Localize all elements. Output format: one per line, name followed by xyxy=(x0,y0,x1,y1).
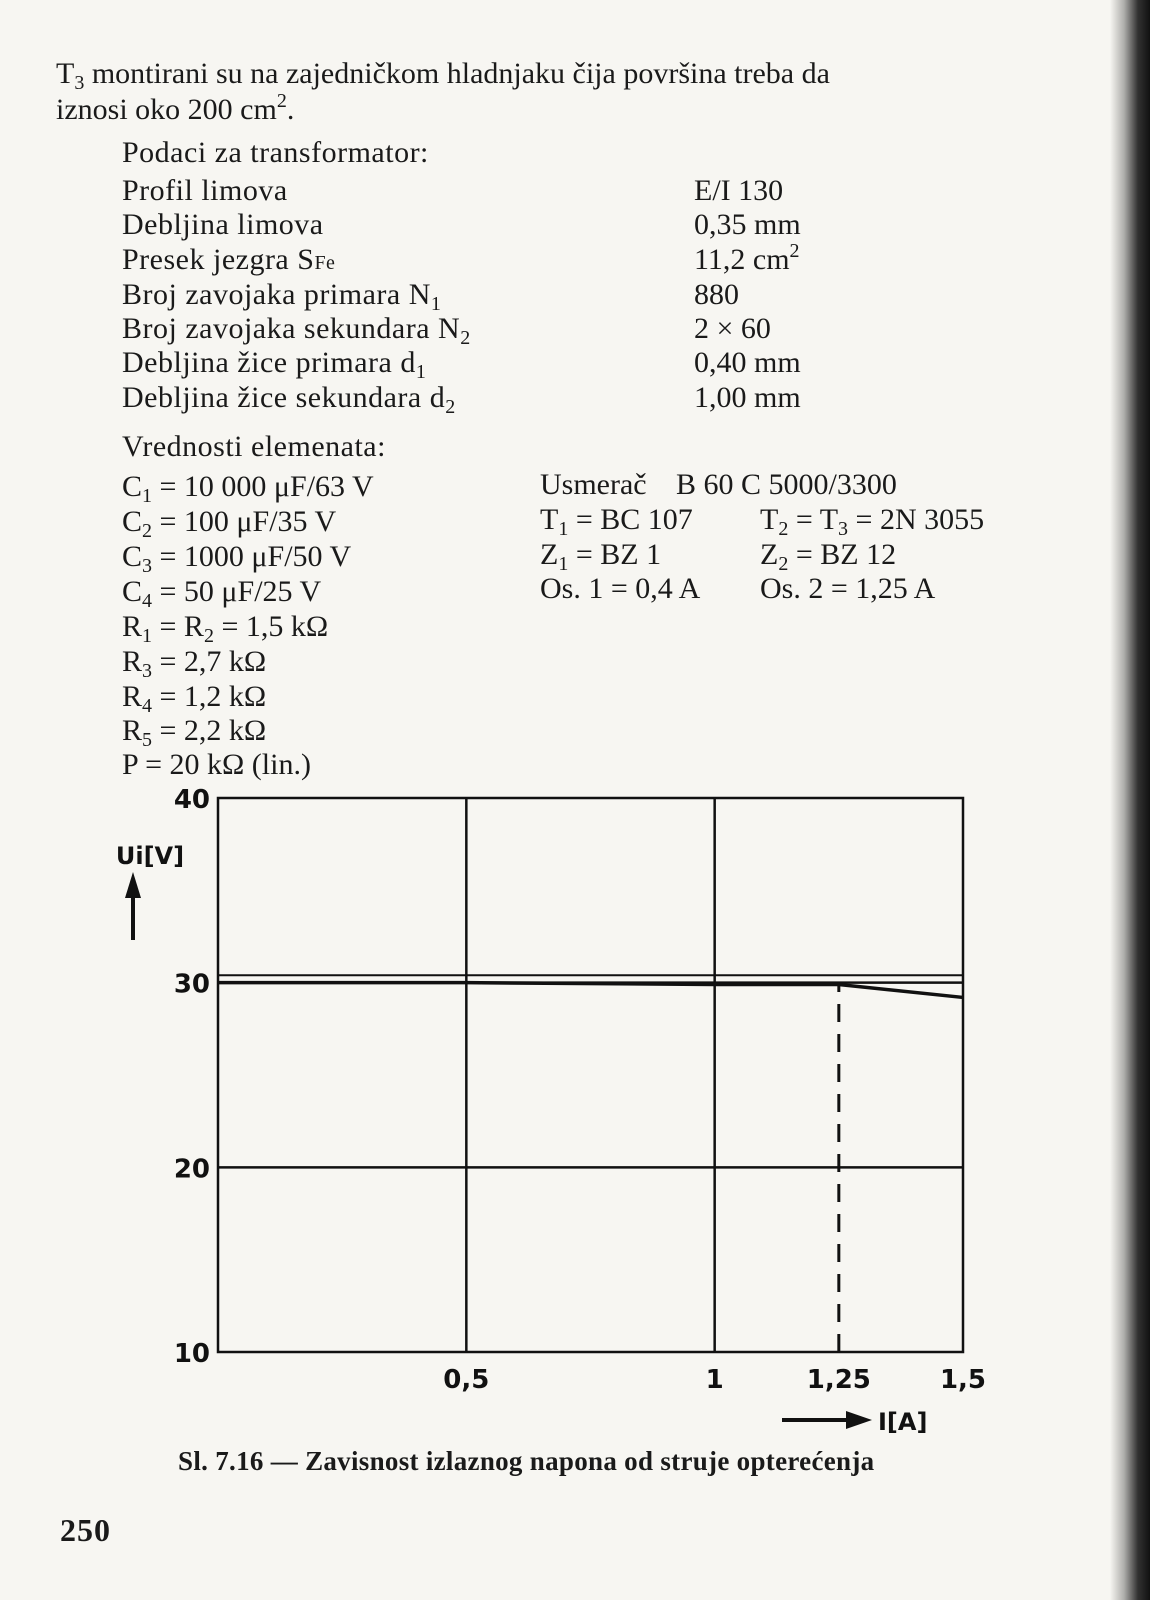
element-value: $C_2 = 100$ μF/35 V xyxy=(122,505,337,542)
element-value: $Z_1$ = BZ 1 xyxy=(540,538,662,575)
voltage-current-chart xyxy=(0,780,1100,1440)
element-value: $R_5 = 2,2$ kΩ xyxy=(122,714,267,751)
x-tick-label: 1 xyxy=(705,1365,724,1395)
x-axis-arrow-head xyxy=(846,1411,872,1429)
scan-shadow-edge xyxy=(1110,0,1150,1600)
rectifier-label: Usmerač xyxy=(540,468,647,501)
element-value: P = 20 kΩ (lin.) xyxy=(122,748,311,781)
element-value: Os. 2 = 1,25 A xyxy=(760,572,936,605)
rectifier-value: B 60 C 5000/3300 xyxy=(676,468,897,501)
intro-line-1-text: $T_3$ montirani su na zajedničkom hladnjaku čija površina treba da xyxy=(56,57,830,94)
element-value: $T_1$ = BC 107 xyxy=(540,503,693,540)
row-label: Broj zavojaka sekundara $N_2$ xyxy=(122,312,471,349)
row-value: 880 xyxy=(694,278,739,311)
element-value: Os. 1 = 0,4 A xyxy=(540,572,701,605)
x-tick-label: 0,5 xyxy=(443,1365,490,1395)
y-tick-label: 10 xyxy=(173,1339,210,1369)
row-value: 1,00 mm xyxy=(694,381,801,414)
row-value: 2 × 60 xyxy=(694,312,771,345)
element-value: $R_4 = 1,2$ kΩ xyxy=(122,680,267,717)
y-axis-label: Ui[V] xyxy=(115,842,185,870)
y-axis-arrow-head xyxy=(125,872,141,898)
figure-caption: Sl. 7.16 — Zavisnost izlaznog napona od struje opterećenja xyxy=(178,1446,875,1476)
row-label: Debljina limova xyxy=(122,208,324,241)
element-value: $C_4 = 50$ μF/25 V xyxy=(122,575,322,612)
row-value: E/I 130 xyxy=(694,174,784,207)
page-number: 250 xyxy=(60,1512,111,1548)
y-tick-label: 40 xyxy=(173,785,210,815)
element-value: $Z_2$ = BZ 12 xyxy=(760,538,897,575)
row-label: Debljina žice primara $d_1$ xyxy=(122,346,427,383)
element-value: $T_2 = T_3 = 2N$ 3055 xyxy=(760,503,985,540)
x-tick-label: 1,25 xyxy=(806,1365,871,1395)
row-value: 0,35 mm xyxy=(694,208,801,241)
intro-paragraph xyxy=(56,56,1016,128)
row-label: Profil limova xyxy=(122,174,288,207)
row-label: Debljina žice sekundara $d_2$ xyxy=(122,381,456,418)
y-tick-label: 20 xyxy=(173,1154,210,1185)
x-axis-label: I[A] xyxy=(878,1408,928,1436)
intro-line-1 xyxy=(56,56,1016,92)
row-value: 11,2 $cm^2$ xyxy=(694,240,800,276)
elements-heading: Vrednosti elemenata: xyxy=(122,430,386,463)
element-value: $C_3 = 1000$ μF/50 V xyxy=(122,540,352,577)
row-label: Broj zavojaka primara $N_1$ xyxy=(122,278,442,315)
plot-frame xyxy=(218,798,963,1352)
row-label: Presek jezgra SFe xyxy=(122,243,336,276)
element-value: $R_1 = R_2 = 1,5$ kΩ xyxy=(122,610,329,647)
row-value: 0,40 mm xyxy=(694,346,801,379)
series-line xyxy=(218,983,963,998)
transformer-heading: Podaci za transformator: xyxy=(122,136,429,169)
element-value: $R_3 = 2,7$ kΩ xyxy=(122,645,267,682)
element-value: $C_1 = 10$ 000 μF/63 V xyxy=(122,470,374,507)
x-tick-label: 1,5 xyxy=(939,1365,987,1395)
y-tick-label: 30 xyxy=(173,969,210,1000)
intro-line-2: iznosi oko 200 $cm^2$. xyxy=(56,90,295,126)
